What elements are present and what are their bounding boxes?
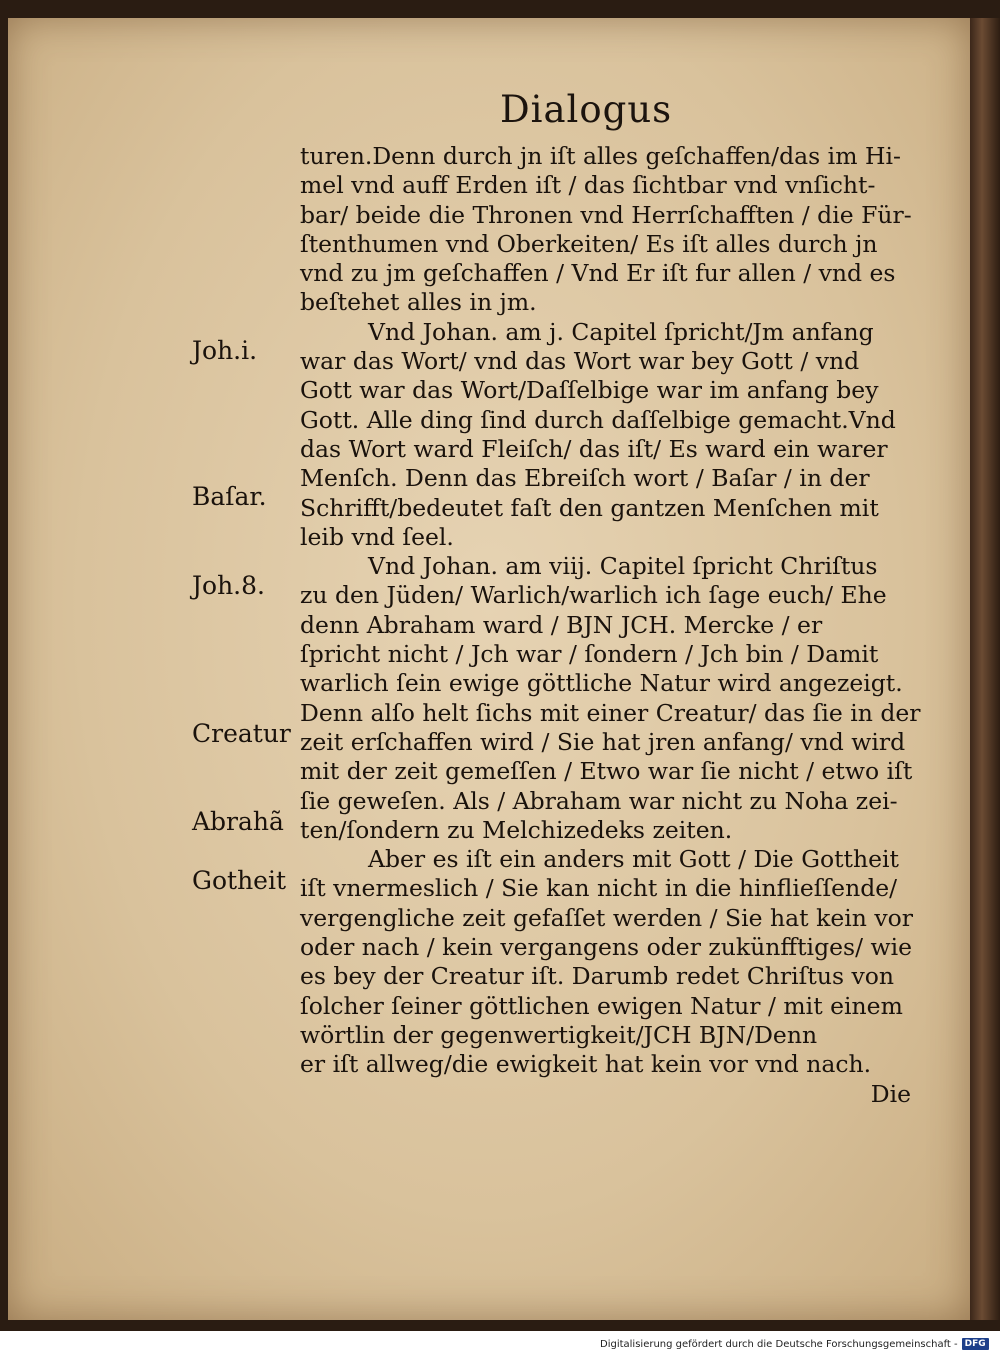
text-line: ſtenthumen vnd Oberkeiten/ Es iſt alles durch jn — [300, 229, 878, 258]
text-line: war das Wort/ vnd das Wort war bey Gott / vnd — [300, 347, 860, 376]
text-line: ſolcher ſeiner göttlichen ewigen Natur / mit einem — [300, 991, 903, 1020]
text-line: vergengliche zeit gefaſſet werden / Sie hat kein vor — [300, 903, 914, 932]
margin-note-basar: Baſar. — [192, 482, 267, 511]
text-line: mit der zeit gemeſſen / Etwo war ſie nicht / etwo iſt — [300, 757, 913, 786]
running-head: Dialogus — [500, 88, 673, 131]
text-line: warlich ſein ewige göttliche Natur wird angezeigt. — [300, 669, 903, 698]
text-line: zu den Jüden/ Warlich/warlich ich ſage euch/ Ehe — [300, 581, 887, 610]
text-line: beſtehet alles in jm. — [300, 288, 537, 317]
text-line: Vnd Johan. am j. Capitel ſpricht/Jm anfang — [368, 317, 874, 346]
text-line: iſt vnermeslich / Sie kan nicht in die hinflieſſende/ — [300, 874, 898, 903]
margin-note-creatur: Creatur — [192, 719, 291, 748]
text-line: das Wort ward Fleiſch/ das iſt/ Es ward ein warer — [300, 434, 888, 463]
text-line: Menſch. Denn das Ebreiſch wort / Baſar / in der — [300, 464, 870, 493]
text-line: Aber es iſt ein anders mit Gott / Die Gottheit — [368, 845, 899, 874]
margin-note-abraham: Abrahã — [192, 807, 284, 836]
text-line: ten/ſondern zu Melchizedeks zeiten. — [300, 815, 733, 844]
text-line: denn Abraham ward / BJN JCH. Mercke / er — [300, 610, 823, 639]
text-line: wörtlin der gegenwertigkeit/JCH BJN/Denn — [300, 1020, 818, 1049]
text-line: ſpricht nicht / Jch war / ſondern / Jch bin / Damit — [300, 640, 879, 669]
margin-note-joh8: Joh.8. — [192, 571, 265, 600]
text-line: Gott war das Wort/Daſſelbige war im anfang bey — [300, 376, 879, 405]
text-line: Schrifft/bedeutet faſt den gantzen Menſchen mit — [300, 493, 879, 522]
catchword: Die — [870, 1079, 911, 1108]
text-line: vnd zu jm geſchaffen / Vnd Er iſt fur allen / vnd es — [300, 259, 896, 288]
text-line: bar/ beide die Thronen vnd Herrſchafften / die Für- — [300, 200, 912, 229]
text-line: Vnd Johan. am viij. Capitel ſpricht Chriſtus — [368, 552, 878, 581]
dfg-logo: DFG — [962, 1338, 989, 1350]
text-line: zeit erſchaffen wird / Sie hat jren anfang/ vnd wird — [300, 727, 906, 756]
text-line: turen.Denn durch jn iſt alles geſchaffen/das im Hi- — [300, 142, 901, 170]
footer — [600, 1337, 1000, 1351]
text-line: oder nach / kein vergangens oder zukünfftiges/ wie — [300, 933, 913, 962]
text-line: Denn alſo helt ſichs mit einer Creatur/ das ſie in der — [300, 698, 921, 727]
text-line: mel vnd auff Erden iſt / das ſichtbar vnd vnſicht- — [300, 171, 876, 200]
text-line: leib vnd ſeel. — [300, 522, 454, 551]
text-line: Gott. Alle ding ſind durch daſſelbige gemacht.Vnd — [300, 405, 896, 434]
footer-credit: Digitalisierung gefördert durch die Deutsche Forschungsgemeinschaft - — [600, 1338, 958, 1350]
page-edge — [970, 18, 1000, 1320]
margin-note-joh1: Joh.i. — [192, 336, 258, 365]
text-line: ſie geweſen. Als / Abraham war nicht zu Noha zei- — [300, 786, 898, 815]
text-line: es bey der Creatur iſt. Darumb redet Chriſtus von — [300, 962, 895, 991]
margin-note-gotheit: Gotheit — [192, 866, 287, 895]
body-text — [300, 142, 921, 1109]
text-line: er iſt allweg/die ewigkeit hat kein vor vnd nach. — [300, 1050, 872, 1079]
